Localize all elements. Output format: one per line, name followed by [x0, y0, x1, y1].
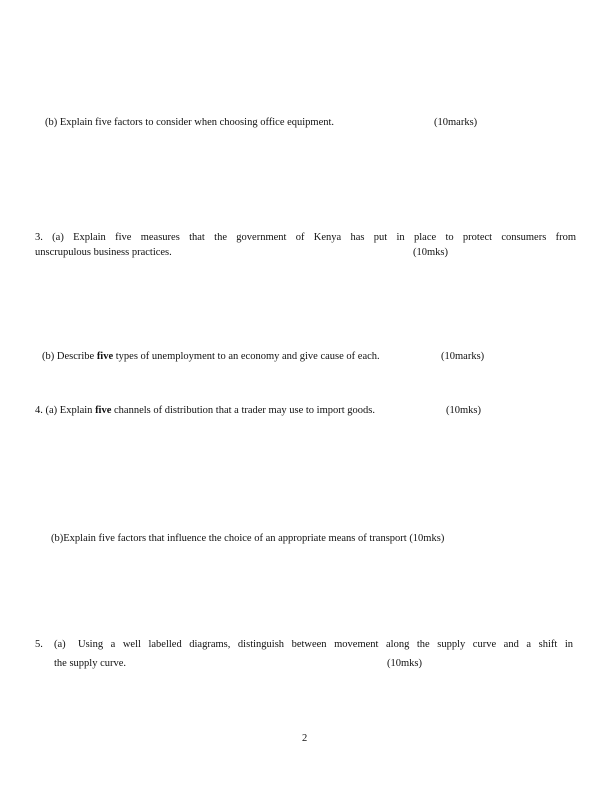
q2b-marks: (10marks) — [434, 117, 478, 128]
q5a-line1: Using a well labelled diagrams, distinguish between movement along the supply curve and a shift in — [78, 639, 573, 650]
q3a-line1: 3. (a) Explain five measures that the government of Kenya has put in place to protect consumers from — [35, 232, 576, 243]
q2b-text: (b) Explain five factors to consider when choosing office equipment. — [45, 117, 335, 128]
q3a-marks: (10mks) — [413, 247, 448, 258]
q3a-line2: unscrupulous business practices. — [35, 247, 172, 258]
q4a-post: channels of distribution that a trader may use to import goods. — [111, 405, 376, 416]
q4a-pre: 4. (a) Explain — [35, 405, 96, 416]
q5a-line2: the supply curve. — [54, 658, 127, 669]
q4a-marks: (10mks) — [446, 405, 481, 416]
q3b-marks: (10marks) — [441, 351, 485, 362]
q3b-post: types of unemployment to an economy and give cause of each. — [113, 351, 380, 362]
q3b-pre: (b) Describe — [42, 351, 97, 362]
q4a-bold: five — [95, 405, 112, 416]
q5a-label: (a) — [54, 639, 66, 650]
q5a-marks: (10mks) — [387, 658, 422, 669]
q3b-bold: five — [96, 351, 114, 362]
q4a-text — [35, 404, 375, 417]
q4b-text: (b)Explain five factors that influence the choice of an appropriate means of transport (10mks) — [51, 533, 445, 544]
q5a-number: 5. — [35, 639, 43, 650]
page-number: 2 — [302, 733, 308, 744]
q3b-text — [42, 350, 380, 363]
